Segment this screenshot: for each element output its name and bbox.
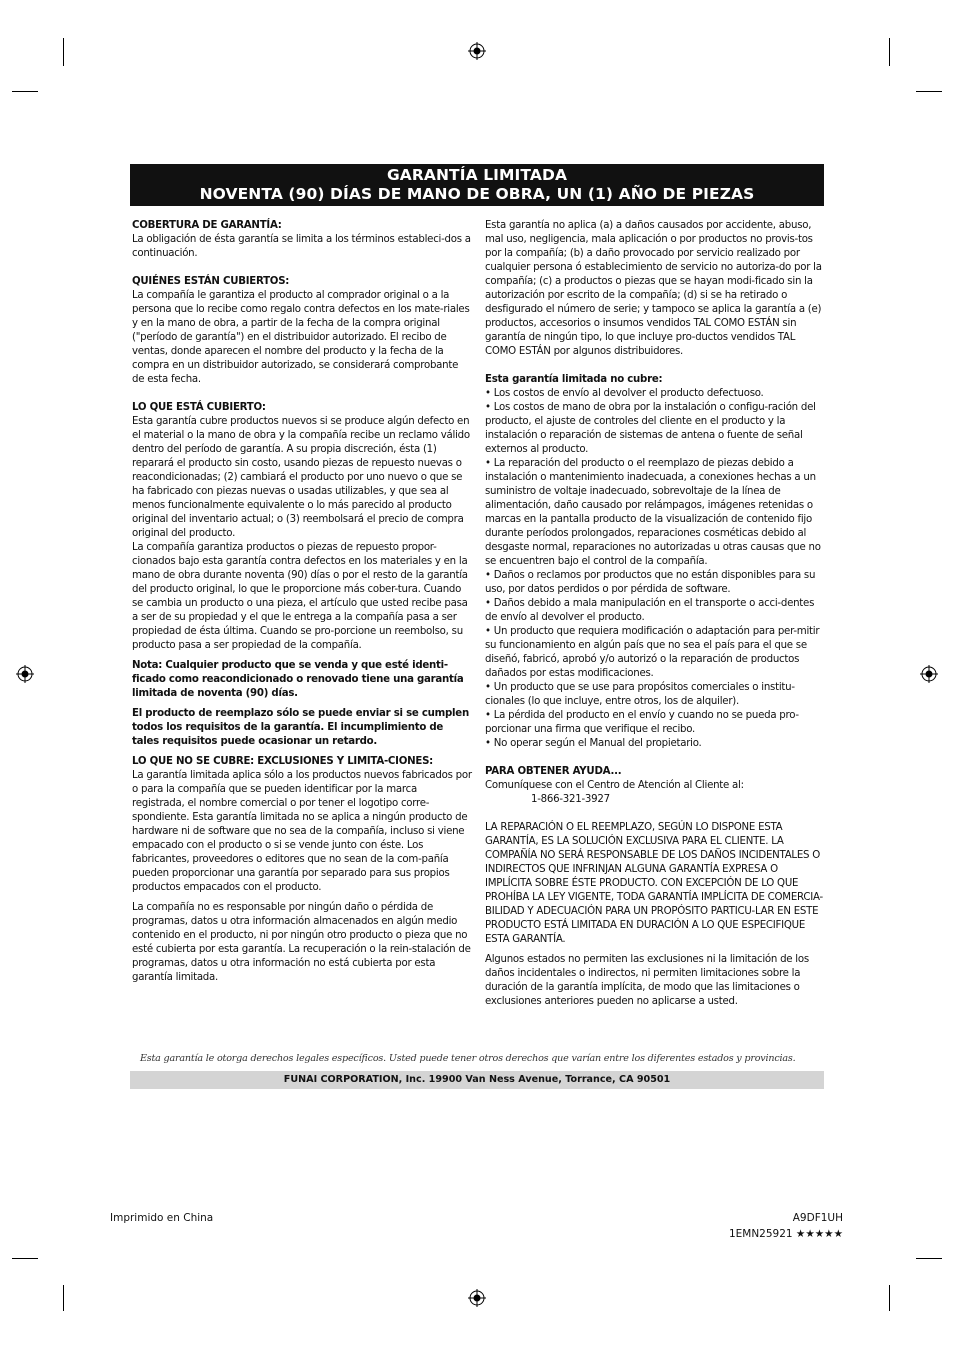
section-heading-no-cubre: LO QUE NO SE CUBRE: EXCLUSIONES Y LIMITA-CIONES: — [132, 756, 433, 767]
list-item: • No operar según el Manual del propietario. — [485, 738, 702, 749]
paragraph-cubierto-2: La compañía garantiza productos o piezas de repuesto propor-cionados bajo esta garantía contra defectos en los materiales y en la mano de obra durante noventa (90) días o por el resto de la garantía del producto original, lo que le proporcione más cober-tura. Cuando se cambia un producto o una pieza, el artículo que usted recibe pasa a ser de su propiedad y el que le entrega a la compañía pasa a ser propiedad de ésta última. Cuando se pro-porcione un reembolso, su producto pasa a ser propiedad de la compañía. — [132, 542, 468, 651]
paragraph-no-aplica: Esta garantía no aplica (a) a daños causados por accidente, abuso, mal uso, negligencia, mala aplicación o por productos no provis-tos por la compañía; (b) a daño provocado por servicio realizado por cualquier persona ó establecimiento de servicio no autoriza-do por la compañía; (c) a productos o piezas que se hayan modi-ficado sin la autorización por escrito de la compañía; (d) si se ha retirado o desfigurado el número de serie; y tampoco se aplica la garantía a (e) productos, accesorios o insumos vendidos TAL COMO ESTÁN sin garantía de ningún tipo, lo que incluye pro-ductos vendidos TAL COMO ESTÁN por algunos distribuidores. — [485, 220, 822, 357]
paragraph-cubierto-1: Esta garantía cubre productos nuevos si se produce algún defecto en el material o la mano de obra y la compañía recibe un reclamo válido dentro del período de garantía. A su propia discreción, ésta (1) reparará el producto sin costo, usando piezas de repuesto nuevas o reacondicionadas; (2) cambiará el producto por uno nuevo o que se ha fabricado con piezas nuevas o usadas utilizables, y que sea al menos funcionalmente equivalente o lo más parecido al producto original del inventario actual; o (3) reembolsará el precio de compra original del producto. — [132, 416, 470, 539]
printed-in-label: Imprimido en China — [110, 1212, 214, 1224]
registration-mark-icon — [16, 665, 34, 683]
nota-reemplazo: El producto de reemplazo sólo se puede enviar si se cumplen todos los requisitos de la garantía. El incumplimiento de tales requisitos puede ocasionar un retardo. — [132, 708, 469, 747]
section-heading-no-cubre-lista: Esta garantía limitada no cubre: — [485, 374, 663, 385]
company-address-bar: FUNAI CORPORATION, Inc. 19900 Van Ness Avenue, Torrance, CA 90501 — [130, 1071, 824, 1089]
section-heading-ayuda: PARA OBTENER AYUDA... — [485, 766, 622, 777]
list-item: • La pérdida del producto en el envío y cuando no se pueda pro-porcionar una firma que verifique el recibo. — [485, 710, 799, 735]
crop-mark — [12, 1258, 38, 1259]
paragraph-cobertura: La obligación de ésta garantía se limita a los términos estableci-dos a continuación. — [132, 234, 471, 259]
title-line-2: NOVENTA (90) DÍAS DE MANO DE OBRA, UN (1) AÑO DE PIEZAS — [199, 185, 755, 203]
customer-service-phone: 1-866-321-3927 — [531, 794, 610, 805]
crop-mark — [889, 38, 890, 66]
list-item: • Un producto que requiera modificación o adaptación para per-mitir su funcionamiento en algún país que no sea el país para el que se diseñó, fabricó, aprobó y/o autorizó o la reparación de productos dañados por estas modificaciones. — [485, 626, 820, 679]
paragraph-reparacion: LA REPARACIÓN O EL REEMPLAZO, SEGÚN LO DISPONE ESTA GARANTÍA, ES LA SOLUCIÓN EXCLUSIVA PARA EL CLIENTE. LA COMPAÑÍA NO SERÁ RESPONSABLE DE LOS DAÑOS INCIDENTALES O INDIRECTOS QUE INFRINJAN ALGUNA GARANTÍA EXPRESA O IMPLÍCITA SOBRE ÉSTE PRODUCTO. CON EXCEPCIÓN DE LO QUE PROHÍBA LA LEY VIGENTE, TODA GARANTÍA IMPLÍCITA DE COMERCIA-BILIDAD Y ADECUACIÓN PARA UN PROPÓSITO PARTICU-LAR EN ESTE PRODUCTO ESTÁ LIMITADA EN DURACIÓN A LO QUE ESPECIFIQUE ESTA GARANTÍA. — [485, 822, 823, 945]
paragraph-ayuda: Comuníquese con el Centro de Atención al Cliente al: — [485, 780, 744, 791]
registration-mark-icon — [468, 42, 486, 60]
nota-reacondicionado: Nota: Cualquier producto que se venda y que esté identi-ficado como reacondicionado o renovado tiene una garantía limitada de noventa (90) días. — [132, 660, 464, 699]
list-item: • Daños o reclamos por productos que no están disponibles para su uso, por datos perdidos o por pérdida de software. — [485, 570, 816, 595]
legal-rights-note: Esta garantía le otorga derechos legales específicos. Usted puede tener otros derechos que varían entre los diferentes estados y provincias. — [140, 1053, 796, 1064]
list-item: • Los costos de envío al devolver el producto defectuoso. — [485, 388, 764, 399]
crop-mark — [916, 91, 942, 92]
model-code: A9DF1UH — [792, 1212, 843, 1224]
title-line-1: GARANTÍA LIMITADA — [386, 166, 568, 184]
crop-mark — [63, 1285, 64, 1311]
warranty-title-banner — [130, 164, 824, 206]
paragraph-no-cubre-1: La garantía limitada aplica sólo a los productos nuevos fabricados por o para la compañía que se pueden identificar por la marca registrada, el nombre comercial o por tener el logotipo corre-spondiente. Esta garantía limitada no se aplica a ningún producto de hardware ni de software que no sea de la compañía, incluso si viene empacado con el producto o si se vende junto con éste. Los fabricantes, proveedores o editores que no sean de la com-pañía pueden proporcionar una garantía por separado para sus propios productos empacados con el producto. — [132, 770, 472, 893]
left-column — [132, 219, 472, 985]
section-heading-cobertura: COBERTURA DE GARANTÍA: — [132, 220, 282, 231]
registration-mark-icon — [920, 665, 938, 683]
crop-mark — [889, 1285, 890, 1311]
crop-mark — [916, 1258, 942, 1259]
paragraph-quienes: La compañía le garantiza el producto al comprador original o a la persona que lo recibe como regalo contra defectos en los mate-riales y en la mano de obra, a partir de la fecha de la compra original ("período de garantía") en el distribuidor autorizado. El recibo de ventas, donde aparecen el nombre del producto y la fecha de la compra en un distribuidor autorizado, se considerará comprobante de esta fecha. — [132, 290, 470, 385]
document-code: 1EMN25921 ★★★★★ — [728, 1228, 843, 1240]
list-item: • Los costos de mano de obra por la instalación o configu-ración del producto, el ajuste de controles del cliente en el producto y la instalación o reparación de sistemas de antena o fuente de señal externos al producto. — [485, 402, 816, 455]
crop-mark — [63, 38, 64, 66]
section-heading-cubierto: LO QUE ESTÁ CUBIERTO: — [132, 402, 266, 413]
list-item: • La reparación del producto o el reemplazo de piezas debido a instalación o mantenimiento inadecuada, a conexiones hechas a un suministro de voltaje inadecuado, sobrevoltaje de la línea de alimentación, daño causado por relámpagos, imágenes retenidas o marcas en la pantalla producto de la visualización de contenido fijo durante períodos prolongados, reparaciones cosméticas debido al desgaste normal, reparaciones no autorizadas u otras causas que no se encuentren bajo el control de la compañía. — [485, 458, 821, 567]
list-item: • Un producto que se use para propósitos comerciales o institu-cionales (lo que incluye, entre otros, los de alquiler). — [485, 682, 795, 707]
crop-mark — [12, 91, 38, 92]
list-item: • Daños debido a mala manipulación en el transporte o acci-dentes de envío al devolver el producto. — [485, 598, 815, 623]
section-heading-quienes: QUIÉNES ESTÁN CUBIERTOS: — [132, 276, 290, 287]
registration-mark-icon — [468, 1289, 486, 1307]
paragraph-no-cubre-2: La compañía no es responsable por ningún daño o pérdida de programas, datos u otra información almacenados en algún medio contenido en el producto, ni por ningún otro producto o pieza que no esté cubierta por esta garantía. La recuperación o la rein-stalación de programas, datos u otra información no está cubierta por esta garantía limitada. — [132, 902, 471, 983]
paragraph-estados: Algunos estados no permiten las exclusiones ni la limitación de los daños incidentales o indirectos, ni permiten limitaciones sobre la duración de la garantía implícita, de modo que las limitaciones o exclusiones anteriores pueden no aplicarse a usted. — [485, 954, 809, 1007]
right-column — [485, 219, 825, 1009]
